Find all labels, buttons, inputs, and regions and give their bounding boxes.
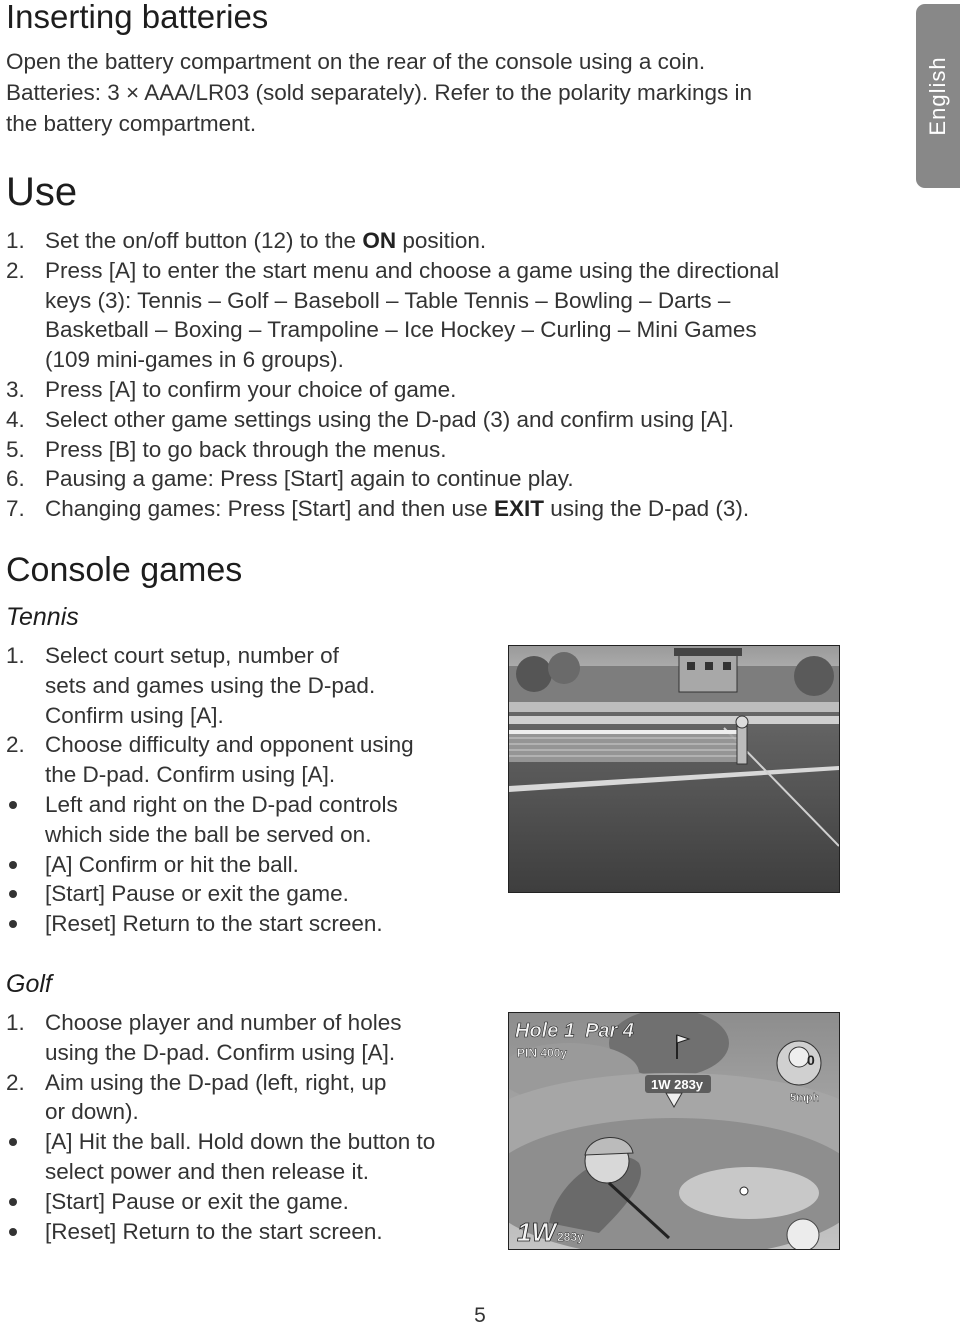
- tennis-list: [6, 641, 496, 939]
- bullet-text: [Reset] Return to the start screen.: [45, 911, 383, 937]
- step-text-part: position.: [396, 228, 487, 253]
- bullet-dot: [6, 1127, 45, 1187]
- tennis-heading: Tennis: [6, 603, 79, 631]
- step-line: Choose difficulty and opponent using: [45, 732, 414, 758]
- language-tab: [916, 4, 960, 188]
- step-line: (109 mini-games in 6 groups).: [45, 347, 344, 373]
- hud-badge-club: 1W: [517, 1217, 556, 1247]
- golf-list: [6, 1008, 496, 1246]
- bullet-text: [45, 790, 496, 850]
- hud-club-label: 1W 283y: [651, 1077, 704, 1092]
- step-number: 2.: [6, 1069, 25, 1095]
- bullet-dot: [6, 879, 45, 909]
- step-line: Choose player and number of holes: [45, 1010, 402, 1035]
- bullet-line: [A] Hit the ball. Hold down the button to: [45, 1129, 436, 1155]
- use-heading: Use: [6, 170, 78, 214]
- step-number: 5.: [6, 436, 25, 462]
- golf-bullet: [6, 1217, 496, 1247]
- exit-keyword: EXIT: [494, 496, 545, 522]
- step-text-part: using the D-pad (3).: [544, 496, 750, 522]
- step-text: [45, 730, 496, 790]
- inserting-batteries-text: [6, 46, 886, 139]
- step-line: sets and games using the D-pad.: [45, 672, 376, 698]
- step-text-part: Set the on/off button (12) to the: [45, 228, 363, 253]
- bullet-text: [45, 1127, 496, 1187]
- tennis-screenshot: [508, 645, 840, 893]
- golf-heading: Golf: [6, 970, 52, 998]
- step-number: 6.: [6, 466, 25, 492]
- step-line: or down).: [45, 1099, 139, 1125]
- step-text-part: Changing games: Press [Start] and then use: [45, 496, 495, 522]
- step-line: Basketball – Boxing – Trampoline – Ice Hockey – Curling – Mini Games: [45, 317, 757, 343]
- bullet-line: which side the ball be served on.: [45, 821, 372, 847]
- step-text: [45, 226, 896, 256]
- bullet-text: [Start] Pause or exit the game.: [45, 881, 349, 907]
- golf-step: [6, 1008, 496, 1068]
- inserting-line: Batteries: 3 × AAA/LR03 (sold separately). Refer to the polarity markings in: [6, 80, 752, 105]
- bullet-line: select power and then release it.: [45, 1158, 369, 1184]
- step-number: 7.: [6, 496, 25, 522]
- step-text: Select other game settings using the D-pad (3) and confirm using [A].: [45, 406, 735, 432]
- golf-bullet: [6, 1127, 496, 1187]
- use-step: [6, 226, 896, 256]
- bullet-line: Left and right on the D-pad controls: [45, 791, 398, 817]
- golf-step: [6, 1068, 496, 1128]
- step-number: 1.: [6, 228, 25, 253]
- inserting-line: the battery compartment.: [6, 111, 257, 136]
- bullet-text: [A] Confirm or hit the ball.: [45, 851, 299, 877]
- step-text: [45, 494, 896, 524]
- inserting-batteries-heading: Inserting batteries: [6, 0, 269, 35]
- use-step: [6, 375, 896, 405]
- use-step: [6, 435, 896, 465]
- bullet-text: [Start] Pause or exit the game.: [45, 1188, 349, 1214]
- on-keyword: ON: [362, 228, 397, 253]
- bullet-dot: [6, 850, 45, 880]
- page-number: 5: [474, 1304, 486, 1327]
- tennis-step: [6, 730, 496, 790]
- step-number: 1.: [6, 643, 25, 668]
- step-text: Press [A] to confirm your choice of game.: [45, 376, 457, 402]
- use-steps-list: [6, 226, 896, 524]
- step-line: Aim using the D-pad (left, right, up: [45, 1069, 387, 1095]
- hud-par-label: Par 4: [585, 1020, 634, 1042]
- bullet-dot: [6, 1187, 45, 1217]
- step-number: 1.: [6, 1010, 25, 1035]
- tennis-bullet: [6, 850, 496, 880]
- step-line: Confirm using [A].: [45, 702, 224, 728]
- hud-hole-label: Hole 1: [515, 1020, 576, 1042]
- hud-badge-distance: 283y: [557, 1230, 584, 1244]
- step-line: using the D-pad. Confirm using [A].: [45, 1039, 396, 1065]
- tennis-bullet: [6, 879, 496, 909]
- step-line: the D-pad. Confirm using [A].: [45, 762, 336, 788]
- console-games-heading: Console games: [6, 551, 243, 589]
- step-line: Press [A] to enter the start menu and choose a game using the directional: [45, 257, 780, 283]
- step-text: [45, 1008, 496, 1068]
- golf-bullet: [6, 1187, 496, 1217]
- use-step: [6, 464, 896, 494]
- step-text: [45, 641, 496, 730]
- bullet-dot: [6, 909, 45, 939]
- step-number: 4.: [6, 406, 25, 432]
- step-number: 2.: [6, 257, 25, 283]
- step-text: [45, 256, 896, 375]
- step-line: Select court setup, number of: [45, 643, 339, 668]
- hud-wind-label: 5mph: [790, 1092, 820, 1104]
- hud-score-label: 0: [807, 1052, 815, 1068]
- step-number: 2.: [6, 732, 25, 758]
- golf-screenshot: [508, 1012, 840, 1250]
- use-step: [6, 256, 896, 375]
- step-line: keys (3): Tennis – Golf – Baseboll – Table Tennis – Bowling – Darts –: [45, 287, 731, 313]
- use-step: [6, 405, 896, 435]
- golf-scene-graphic: [509, 1013, 839, 1249]
- bullet-dot: [6, 790, 45, 850]
- inserting-line: Open the battery compartment on the rear of the console using a coin.: [6, 49, 706, 74]
- hud-pin-label: PIN 400y: [517, 1046, 568, 1060]
- tennis-bullet: [6, 790, 496, 850]
- tennis-step: [6, 641, 496, 730]
- step-text: Press [B] to go back through the menus.: [45, 436, 447, 462]
- tennis-bullet: [6, 909, 496, 939]
- use-step: [6, 494, 896, 524]
- step-number: 3.: [6, 376, 25, 402]
- tennis-scene-graphic: [509, 646, 839, 892]
- language-tab-label: English: [925, 56, 950, 136]
- bullet-text: [Reset] Return to the start screen.: [45, 1218, 383, 1244]
- step-text: Pausing a game: Press [Start] again to continue play.: [45, 466, 574, 492]
- bullet-dot: [6, 1217, 45, 1247]
- step-text: [45, 1068, 496, 1128]
